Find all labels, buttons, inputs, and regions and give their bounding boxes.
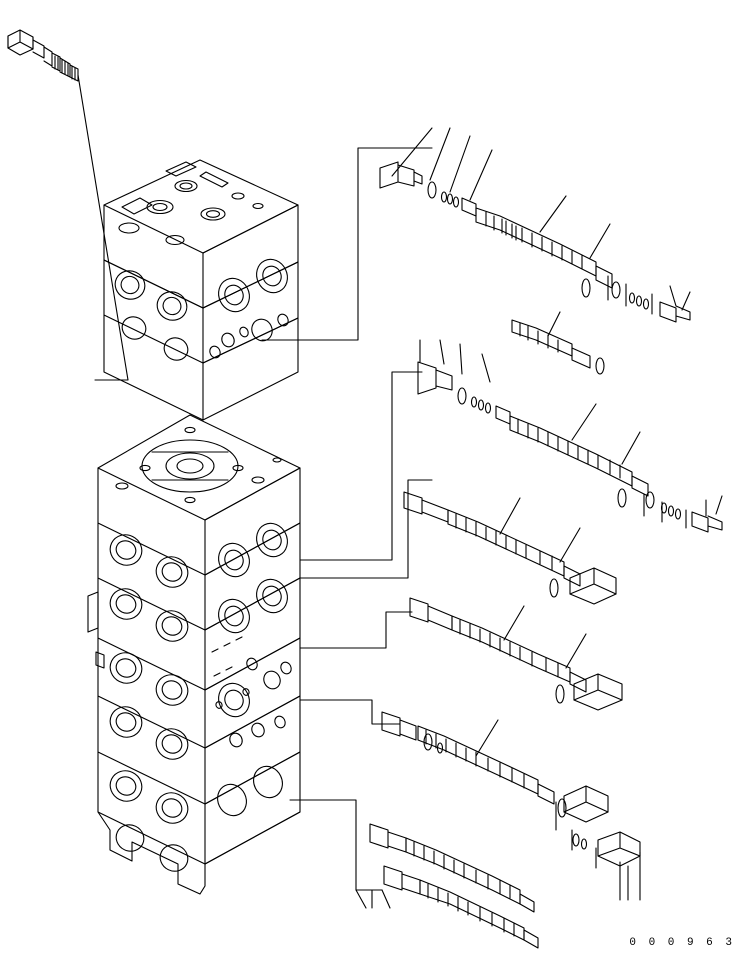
spool-assembly-3 (418, 340, 722, 532)
leader-line-spool-6-branches (356, 890, 390, 908)
spool-assembly-2 (512, 312, 604, 374)
spool-assembly-5 (410, 598, 622, 710)
leader-line-spool-5 (300, 700, 400, 724)
spool-assembly-4 (404, 492, 616, 604)
plug-top-left (8, 30, 78, 81)
leader-line-spool-4 (300, 612, 412, 648)
spool-assembly-8 (384, 866, 538, 948)
upper-valve-block (104, 160, 298, 420)
spool-assembly-1 (380, 128, 690, 322)
leader-line-spool-1 (262, 148, 432, 340)
spool-assembly-6 (382, 712, 640, 900)
leader-line-spool-2 (300, 372, 422, 560)
spool-assembly-7 (370, 824, 534, 912)
part-code-label: 0 0 0 9 6 3 (629, 937, 735, 949)
leader-line-spool-6 (290, 800, 382, 890)
main-valve-block (88, 415, 300, 894)
leader-line-top-plug (78, 75, 128, 380)
